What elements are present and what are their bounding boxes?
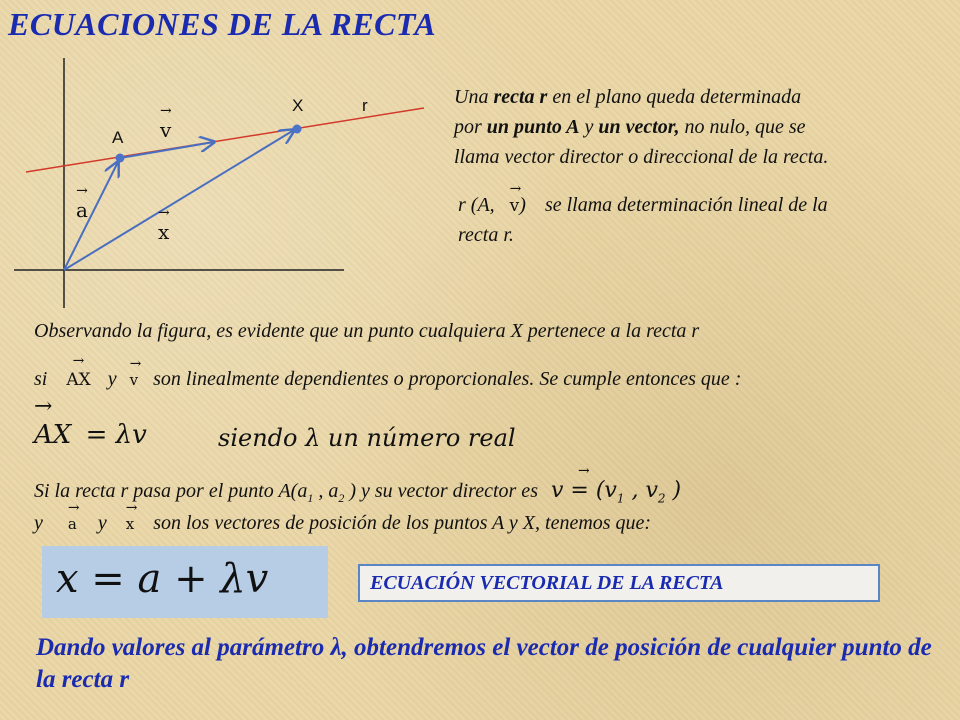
observation-line: Observando la figura, es evidente que un punto cualquiera X pertenece a la recta r: [34, 320, 700, 342]
line-vector-diagram: [0, 50, 440, 320]
equation-ax: → AX = λv: [34, 394, 147, 450]
intro-line-2: por un punto A y un vector, no nulo, que se: [454, 116, 806, 138]
label-r: r: [362, 96, 368, 115]
label-x-vector: → x: [158, 205, 170, 244]
dependence-line: si → AX y → v son linealmente dependientes o proporcionales. Se cumple entonces que :: [34, 353, 742, 390]
label-a-point: A: [112, 128, 124, 147]
page-title: ECUACIONES DE LA RECTA: [8, 6, 437, 42]
determination-line-1: r (A, → v) se llama determinación lineal de la: [458, 181, 828, 216]
intro-line-3: llama vector director o direccional de la recta.: [454, 146, 829, 168]
vector-equation-box: [42, 546, 328, 618]
point-x-dot: [293, 125, 302, 134]
position-vectors-line: y → a y → x son los vectores de posición de los puntos A y X, tenemos que:: [34, 500, 652, 534]
equation-note: siendo λ un número real: [218, 424, 516, 452]
label-a-vector: → a: [76, 183, 88, 222]
line-r: [26, 103, 424, 172]
vector-equation-label: ECUACIÓN VECTORIAL DE LA RECTA: [358, 564, 880, 602]
label-v-vector: → v: [160, 103, 172, 142]
conclusion-text: Dando valores al parámetro λ, obtendremos el vector de posición de cualquier punto de la recta r: [36, 634, 932, 693]
vector-v: [120, 142, 214, 158]
label-x-point: X: [292, 96, 304, 115]
vector-equation: x = a + λv: [56, 556, 269, 602]
determination-line-2: recta r.: [458, 224, 514, 246]
line-passes-point: Si la recta r pasa por el punto $A(a_1$ , $a_2$ ) y su vector director es → $v = (v_1$ , $v_2$ ): [34, 463, 682, 506]
point-a-dot: [116, 154, 125, 163]
intro-line-1: Una recta r en el plano queda determinada: [454, 86, 802, 108]
